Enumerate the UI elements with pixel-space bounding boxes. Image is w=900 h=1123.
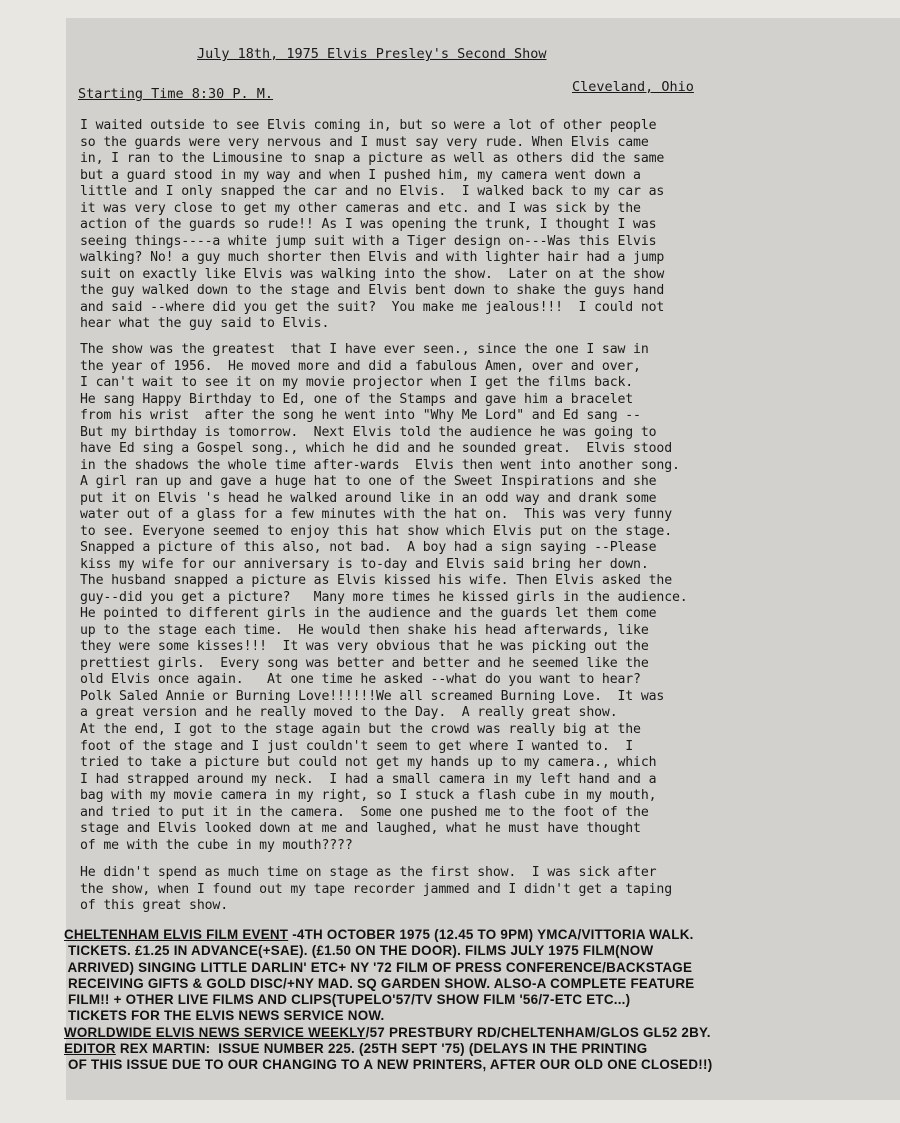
event-heading: CHELTENHAM ELVIS FILM EVENT xyxy=(64,927,289,942)
event-line: ARRIVED) SINGING LITTLE DARLIN' ETC+ NY '72 FILM OF PRESS CONFERENCE/BACKSTAGE xyxy=(67,959,693,975)
paragraph-end: At the end, I got to the stage again but the crowd was really big at the foot of the stage and I just couldn't seem to get where I wanted to. I tried to take a picture but could not get my hands up to my camera., which I had strapped around my neck. I had a small camera in my left hand and a bag with my movie camera in my right, so I stuck a flash cube in my mouth, and tried to put it in the camera. Some one pushed me to the foot of the stage and Elvis looked down at me and laughed, what he must have thought of me with the cube in my mouth???? xyxy=(80,722,657,853)
news-service-heading: WORLDWIDE ELVIS NEWS SERVICE WEEKLY xyxy=(64,1024,366,1040)
page-title: July 18th, 1975 Elvis Presley's Second Show xyxy=(197,46,547,62)
event-line: TICKETS. £1.25 IN ADVANCE(+SAE). (£1.50 ON THE DOOR). FILMS JULY 1975 FILM(NOW xyxy=(67,943,654,959)
event-announcement xyxy=(64,927,884,1074)
paragraph-show: The show was the greatest that I have ever seen., since the one I saw in the year of 1956. He moved more and did a fabulous Amen, over and over, I can't wait to see it on my movie projector when I get the films back. He sang Happy Birthday to Ed, one of the Stamps and gave him a bracelet from his wrist after the song he went into "Why Me Lord" and Ed sang -- But my birthday is tomorrow. Next Elvis told the audience he was going to have Ed sing a Gospel song., which he did and he sounded great. Elvis stood in the shadows the whole time after-wards Elvis then went into another song. A girl ran up and gave a huge hat to one of the Sweet Inspirations and she put it on Elvis 's head he walked around like in an odd way and drank some water out of a glass for a few minutes with the hat on. This was very funny to see. Everyone seemed to enjoy this hat show which Elvis put on the stage. Snapped a picture of this also, not bad. A boy had a sign saying --Please kiss my wife for our anniversary is to-day and Elvis said bring her down. The husband snapped a picture as Elvis kissed his wife. Then Elvis asked the guy--did you get a picture? Many more times he kissed girls in the audience. He pointed to different girls in the audience and the guards let them come up to the stage each time. He would then shake his head afterwards, like they were some kisses!!! It was very obvious that he was picking out the prettiest girls. Every song was better and better and he seemed like the old Elvis once again. At one time he asked --what do you want to hear? Polk Saled Annie or Burning Love!!!!!!We all screamed Burning Love. It was a great version and he really moved to the Day. A really great show. xyxy=(80,342,688,720)
news-service-address: /57 PRESTBURY RD/CHELTENHAM/GLOS GL52 2BY. xyxy=(365,1024,711,1040)
event-line: RECEIVING GIFTS & GOLD DISC/+NY MAD. SQ GARDEN SHOW. ALSO-A COMPLETE FEATURE xyxy=(67,975,695,991)
event-line: -4TH OCTOBER 1975 (12.45 TO 9PM) YMCA/VITTORIA WALK. xyxy=(288,927,694,942)
starting-time: Starting Time 8:30 P. M. xyxy=(78,86,274,102)
event-line: FILM!! + OTHER LIVE FILMS AND CLIPS(TUPELO'57/TV SHOW FILM '56/7-ETC ETC...) xyxy=(67,992,631,1008)
editor-line: REX MARTIN: ISSUE NUMBER 225. (25TH SEPT '75) (DELAYS IN THE PRINTING xyxy=(115,1041,648,1057)
location: Cleveland, Ohio xyxy=(572,79,694,95)
editor-line: OF THIS ISSUE DUE TO OUR CHANGING TO A NEW PRINTERS, AFTER OUR OLD ONE CLOSED!!) xyxy=(67,1057,713,1073)
editor-label: EDITOR xyxy=(64,1041,116,1057)
paragraph-closing: He didn't spend as much time on stage as the first show. I was sick after the show, when I found out my tape recorder jammed and I didn't get a taping of this great show. xyxy=(80,865,673,913)
paragraph-arrival: I waited outside to see Elvis coming in, but so were a lot of other people so the guards were very nervous and I must say very rude. When Elvis came in, I ran to the Limousine to snap a picture as well as others did the same but a guard stood in my way and when I pushed him, my camera went down a little and I only snapped the car and no Elvis. I walked back to my car as it was very close to get my other cameras and etc. and I was sick by the action of the guards so rude!! As I was opening the trunk, I thought I was seeing things----a white jump suit with a Tiger design on---Was this Elvis walking? No! a guy much shorter then Elvis and with lighter hair had a jump suit on exactly like Elvis was walking into the show. Later on at the show the guy walked down to the stage and Elvis bent down to shake the guys hand and said --where did you get the suit? You make me jealous!!! I could not hear what the guy said to Elvis. xyxy=(80,118,665,331)
event-line: TICKETS FOR THE ELVIS NEWS SERVICE NOW. xyxy=(67,1008,385,1024)
